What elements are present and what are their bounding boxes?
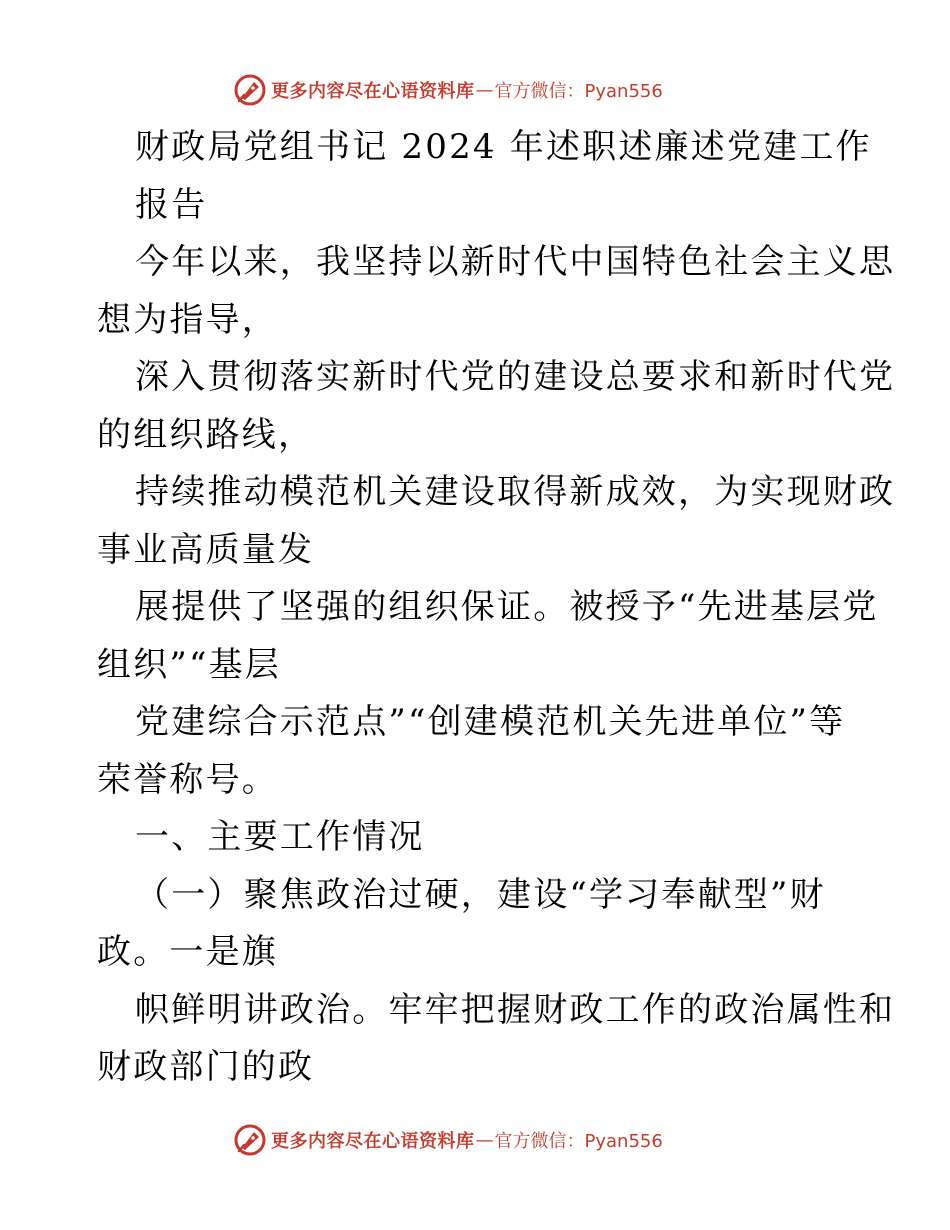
watermark-separator: —	[475, 79, 494, 101]
paragraph-line: 政。一是旗	[97, 932, 278, 972]
watermark-site-text: 更多内容尽在心语资料库	[271, 1131, 475, 1152]
title-line-2: 报告	[135, 184, 208, 225]
pen-nib-logo-icon	[233, 73, 267, 107]
watermark-site-text: 更多内容尽在心语资料库	[271, 81, 475, 102]
watermark-wechat-text: 官方微信：Pyan556	[494, 81, 663, 102]
subsection-heading: （一）聚焦政治过硬，建设“学习奉献型”财	[135, 874, 826, 915]
paragraph-line: 今年以来，我坚持以新时代中国特色社会主义思	[135, 242, 896, 282]
paragraph-line: 事业高质量发	[97, 529, 315, 570]
watermark-wechat-text: 官方微信：Pyan556	[494, 1131, 663, 1152]
footer-watermark	[233, 1123, 663, 1157]
paragraph-line: 党建综合示范点”“创建模范机关先进单位”等	[135, 702, 846, 742]
paragraph-line: 想为指导，	[97, 299, 278, 340]
pen-nib-logo-icon	[233, 1123, 267, 1157]
paragraph-line: 展提供了坚强的组织保证。被授予“先进基层党	[135, 587, 879, 627]
paragraph-line: 持续推动模范机关建设取得新成效，为实现财政	[135, 472, 896, 512]
paragraph-line: 组织”“基层	[97, 644, 281, 685]
paragraph-line: 荣誉称号。	[97, 759, 278, 800]
title-line-1: 财政局党组书记 2024 年述职述廉述党建工作	[135, 127, 872, 167]
section-heading: 一、主要工作情况	[135, 817, 425, 857]
header-watermark	[233, 73, 663, 107]
watermark-separator: —	[475, 1129, 494, 1151]
document-body	[97, 119, 896, 1097]
paragraph-line: 帜鲜明讲政治。牢牢把握财政工作的政治属性和	[135, 989, 896, 1030]
paragraph-line: 的组织路线，	[97, 414, 315, 455]
paragraph-line: 财政部门的政	[97, 1047, 315, 1087]
paragraph-line: 深入贯彻落实新时代党的建设总要求和新时代党	[135, 357, 896, 397]
